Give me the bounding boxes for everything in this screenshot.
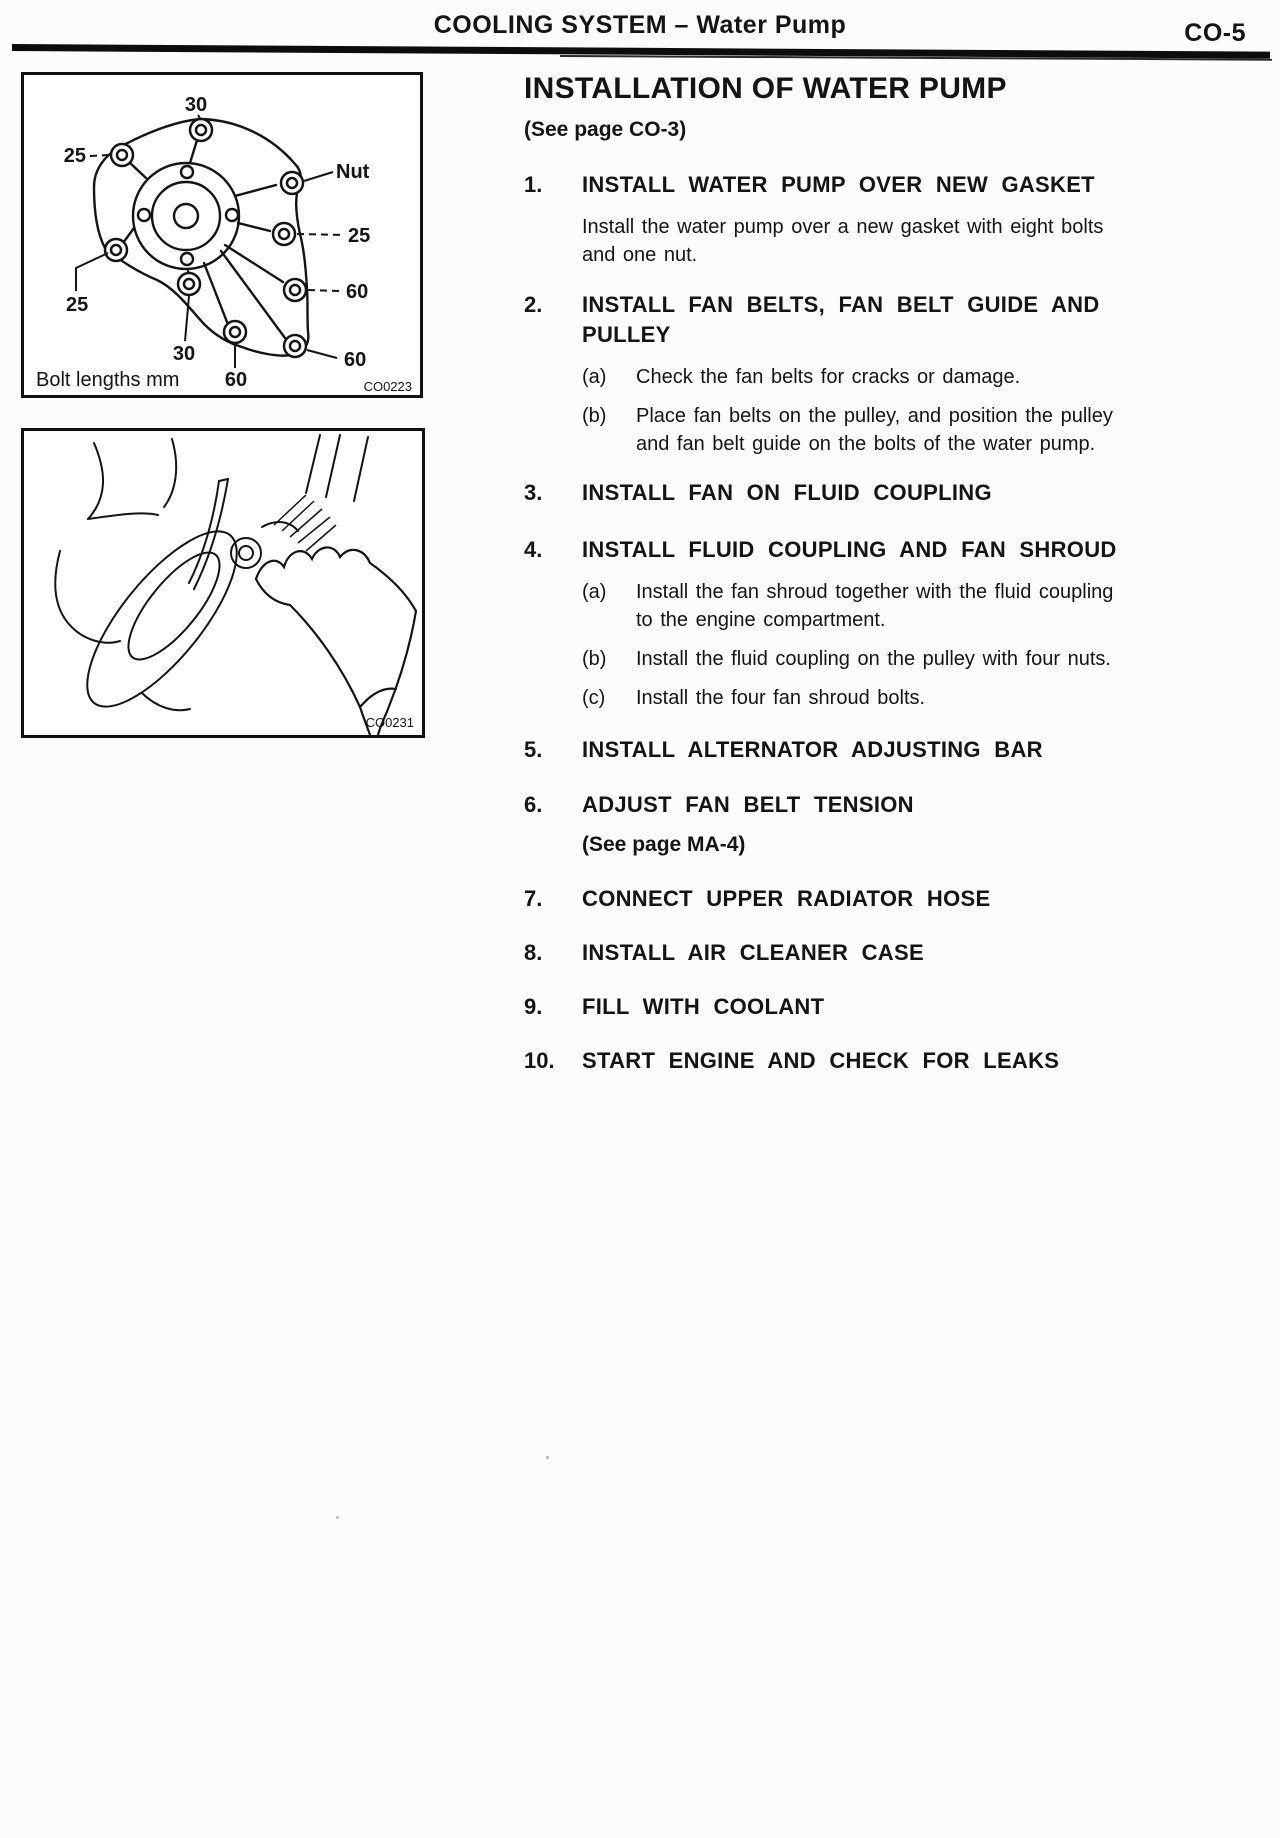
sub-step-line: and fan belt guide on the bolts of the water pump. <box>636 433 1096 455</box>
step-number: 1. <box>524 172 543 197</box>
label-lower-left: 25 <box>66 294 89 316</box>
figure-code: CO0223 <box>363 379 412 394</box>
step-title: ADJUST FAN BELT TENSION <box>582 792 914 817</box>
sub-step-line: to the engine compartment. <box>636 609 886 631</box>
step-3 <box>524 478 992 508</box>
label-right-mid: 60 <box>346 281 369 303</box>
sub-step-line: Check the fan belts for cracks or damage. <box>636 366 1021 388</box>
sub-step-label: (b) <box>582 405 607 427</box>
scan-speck <box>336 1516 339 1519</box>
installation-illustration-svg <box>24 431 422 735</box>
step-8 <box>524 938 924 968</box>
sub-step-line: Install the fan shroud together with the fluid coupling <box>636 581 1114 603</box>
figure-code: CO0231 <box>365 715 414 730</box>
step-number: 8. <box>524 940 543 965</box>
step-title: INSTALL FLUID COUPLING AND FAN SHROUD <box>582 537 1117 562</box>
engine-sketch <box>55 435 368 728</box>
step-body-line: Install the water pump over a new gasket with eight bolts <box>582 216 1104 238</box>
sub-step-line: Place fan belts on the pulley, and position the pulley <box>636 405 1113 427</box>
step-number: 4. <box>524 537 543 562</box>
label-bottom-left: 30 <box>172 343 196 365</box>
step-2 <box>524 290 1113 458</box>
fan-shroud-installation-illustration <box>21 428 425 738</box>
water-pump-bolt-diagram <box>21 72 423 398</box>
step-title: INSTALL ALTERNATOR ADJUSTING BAR <box>582 737 1043 762</box>
hand-sketch <box>256 547 416 735</box>
section-reference: (See page CO-3) <box>524 118 687 141</box>
sub-step <box>582 684 1117 712</box>
step-number: 5. <box>524 737 543 762</box>
step-6 <box>524 790 914 857</box>
scan-speck <box>546 1456 549 1459</box>
step-10 <box>524 1046 1059 1076</box>
step-title: INSTALL FAN ON FLUID COUPLING <box>582 480 992 505</box>
step-title: INSTALL FAN BELTS, FAN BELT GUIDE AND <box>582 292 1100 317</box>
step-number: 2. <box>524 292 543 317</box>
label-right-upper: 25 <box>348 225 371 247</box>
water-pump-diagram-svg <box>24 75 420 395</box>
label-nut: Nut <box>336 161 370 183</box>
sub-step-line: Install the four fan shroud bolts. <box>636 687 926 709</box>
step-1 <box>524 170 1103 269</box>
step-number: 9. <box>524 994 543 1019</box>
step-number: 7. <box>524 886 543 911</box>
step-title: INSTALL WATER PUMP OVER NEW GASKET <box>582 172 1095 197</box>
sub-step-line: Install the fluid coupling on the pulley with four nuts. <box>636 648 1111 670</box>
step-title: INSTALL AIR CLEANER CASE <box>582 940 924 965</box>
step-title: CONNECT UPPER RADIATOR HOSE <box>582 886 991 911</box>
step-title: START ENGINE AND CHECK FOR LEAKS <box>582 1048 1060 1073</box>
sub-step <box>582 578 1117 634</box>
figure-caption: Bolt lengths mm <box>36 369 180 391</box>
sub-step <box>582 645 1117 673</box>
label-top: 30 <box>184 94 208 116</box>
label-upper-left: 25 <box>63 145 86 167</box>
sub-step <box>582 402 1113 458</box>
label-bottom-right: 60 <box>344 349 367 371</box>
step-reference: (See page MA-4) <box>582 833 746 856</box>
step-7 <box>524 884 990 914</box>
step-body-line: and one nut. <box>582 244 698 266</box>
page-header-title: COOLING SYSTEM – Water Pump <box>433 11 847 39</box>
label-bottom-mid: 60 <box>224 369 248 391</box>
step-number: 10. <box>524 1048 555 1073</box>
sub-step-label: (a) <box>582 366 607 388</box>
sub-step-label: (b) <box>582 648 607 670</box>
step-title: PULLEY <box>582 322 671 347</box>
step-number: 6. <box>524 792 543 817</box>
section-title: INSTALLATION OF WATER PUMP <box>524 72 1007 105</box>
sub-step <box>582 363 1113 391</box>
sub-step-label: (a) <box>582 581 607 603</box>
step-4 <box>524 535 1117 712</box>
step-number: 3. <box>524 480 543 505</box>
step-5 <box>524 735 1043 765</box>
step-title: FILL WITH COOLANT <box>582 994 825 1019</box>
step-9 <box>524 992 824 1022</box>
sub-step-label: (c) <box>582 687 606 709</box>
page-number: CO-5 <box>1184 19 1246 47</box>
